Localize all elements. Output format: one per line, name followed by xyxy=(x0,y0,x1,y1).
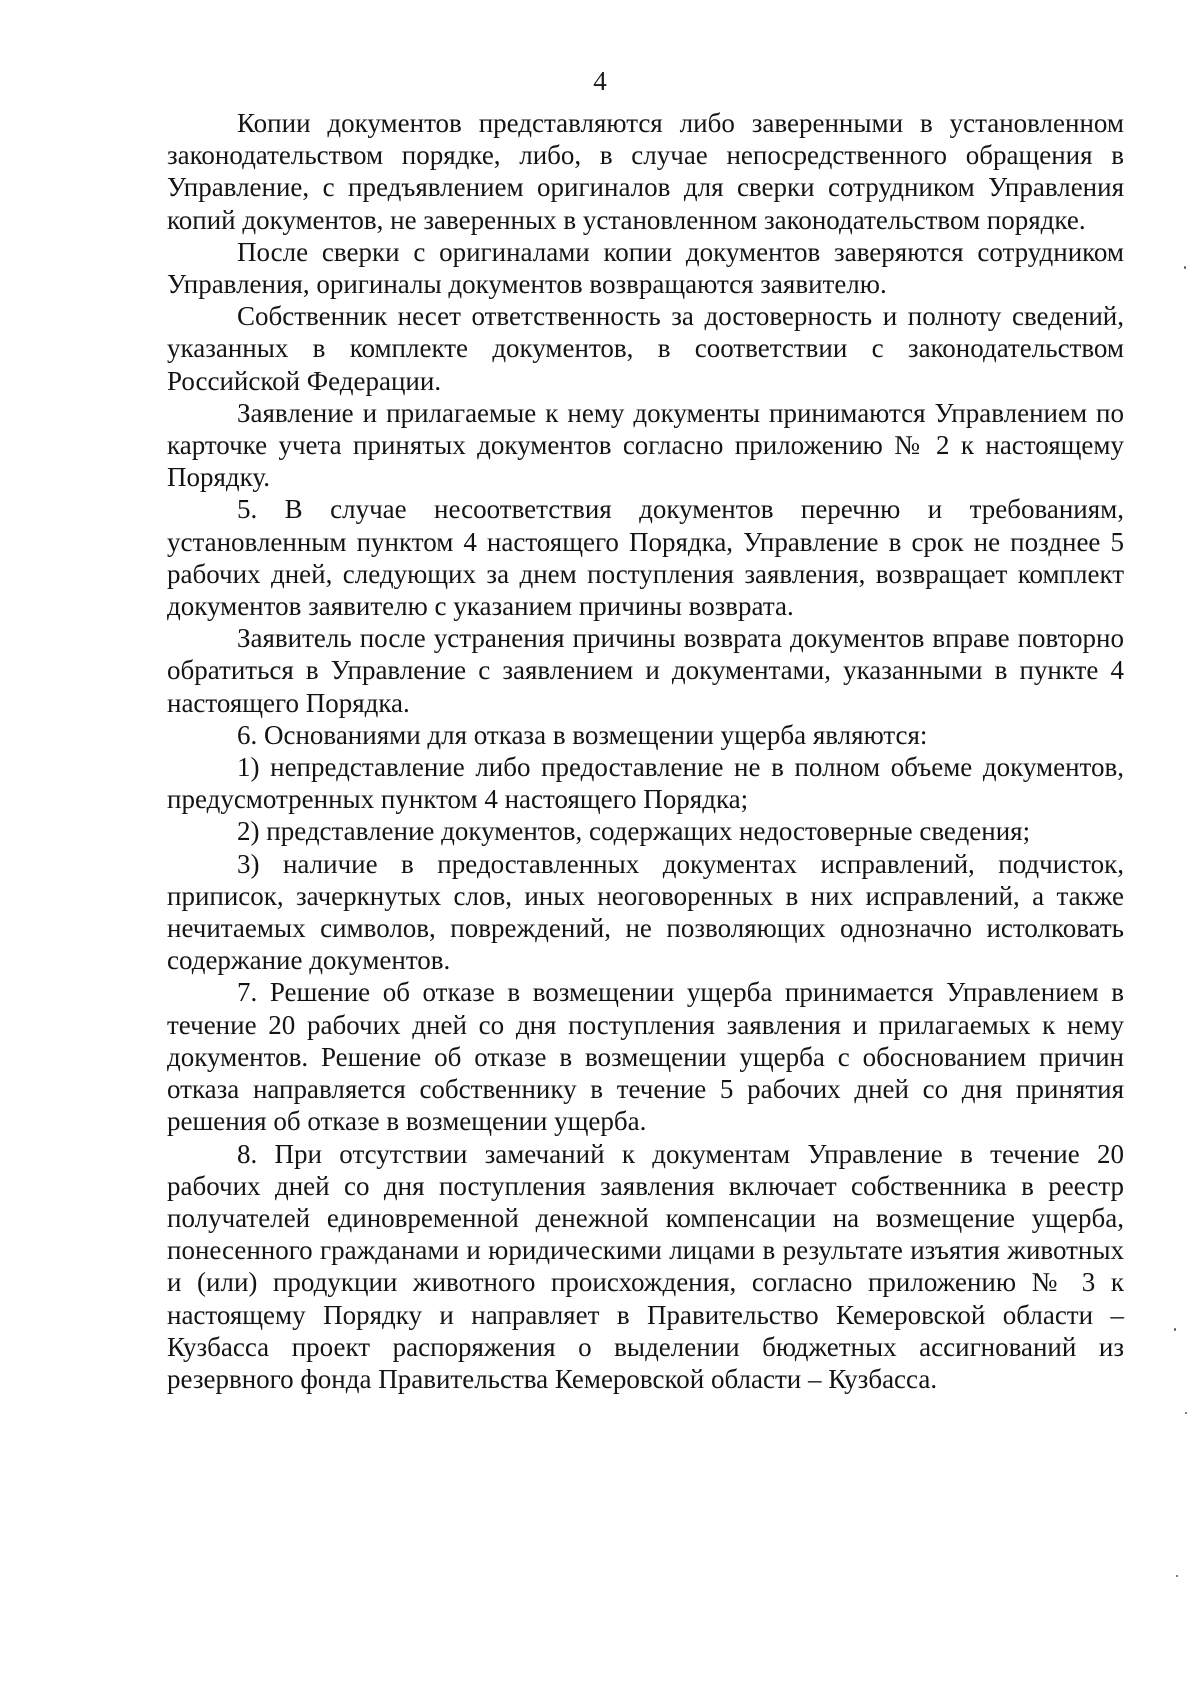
paragraph-item-5: 5. В случае несоответствия документов перечню и требованиям, установленным пунктом 4 настоящего Порядка, Управление в срок не позднее 5 рабочих дней, следующих за днем поступления заявления, возвращает комплект документов заявителю с указанием причины возврата. xyxy=(167,494,1124,622)
paragraph-item-6-sub-1: 1) непредставление либо предоставление не в полном объеме документов, предусмотренных пунктом 4 настоящего Порядка; xyxy=(167,752,1124,815)
scan-speck xyxy=(1176,1575,1178,1577)
paragraph-acceptance-card: Заявление и прилагаемые к нему документы принимаются Управлением по карточке учета принятых документов согласно приложению № 2 к настоящему Порядку. xyxy=(167,397,1124,493)
paragraph-item-6-sub-3: 3) наличие в предоставленных документах исправлений, подчисток, приписок, зачеркнутых слов, иных неоговоренных в них исправлений, а также нечитаемых символов, повреждений, не позволяющих однозначно истолковать содержание документов. xyxy=(167,848,1124,976)
paragraph-item-8: 8. При отсутствии замечаний к документам Управление в течение 20 рабочих дней со дня поступления заявления включает собственника в реестр получателей единовременной денежной компенсации на возмещение ущерба, понесенного гражданами и юридическими лицами в результате изъятия животных и (или) продукции животного происхождения, согласно приложению № 3 к настоящему Порядку и направляет в Правительство Кемеровской области – Кузбасса проект распоряжения о выделении бюджетных ассигнований из резервного фонда Правительства Кемеровской области – Кузбасса. xyxy=(167,1138,1124,1394)
paragraph-after-verification: После сверки с оригиналами копии документов заверяются сотрудником Управления, оригиналы документов возвращаются заявителю. xyxy=(167,236,1124,300)
paragraph-item-6: 6. Основаниями для отказа в возмещении ущерба являются: xyxy=(237,719,928,750)
paragraph-item-6-sub-2: 2) представление документов, содержащих недостоверные сведения; xyxy=(237,816,1031,847)
paragraph-copies-certification: Копии документов представляются либо заверенными в установленном законодательством порядке, либо, в случае непосредственного обращения в Управление, с предъявлением оригиналов для сверки сотрудником Управления копий документов, не заверенных в установленном законодательством порядке. xyxy=(167,108,1124,235)
paragraph-item-7: 7. Решение об отказе в возмещении ущерба принимается Управлением в течение 20 рабочих дней со дня поступления заявления и прилагаемых к нему документов. Решение об отказе в возмещении ущерба с обоснованием причин отказа направляется собственнику в течение 5 рабочих дней со дня принятия решения об отказе в возмещении ущерба. xyxy=(167,977,1124,1137)
page-number: 4 xyxy=(593,66,607,96)
document-body xyxy=(167,107,1124,1395)
paragraph-owner-responsibility: Собственник несет ответственность за достоверность и полноту сведений, указанных в комплекте документов, в соответствии с законодательством Российской Федерации. xyxy=(167,301,1124,396)
scan-speck xyxy=(1185,1412,1187,1414)
paragraph-resubmission: Заявитель после устранения причины возврата документов вправе повторно обратиться в Управление с заявлением и документами, указанными в пункте 4 настоящего Порядка. xyxy=(167,623,1124,718)
scan-speck xyxy=(1184,266,1186,269)
scan-speck xyxy=(1174,1328,1176,1331)
